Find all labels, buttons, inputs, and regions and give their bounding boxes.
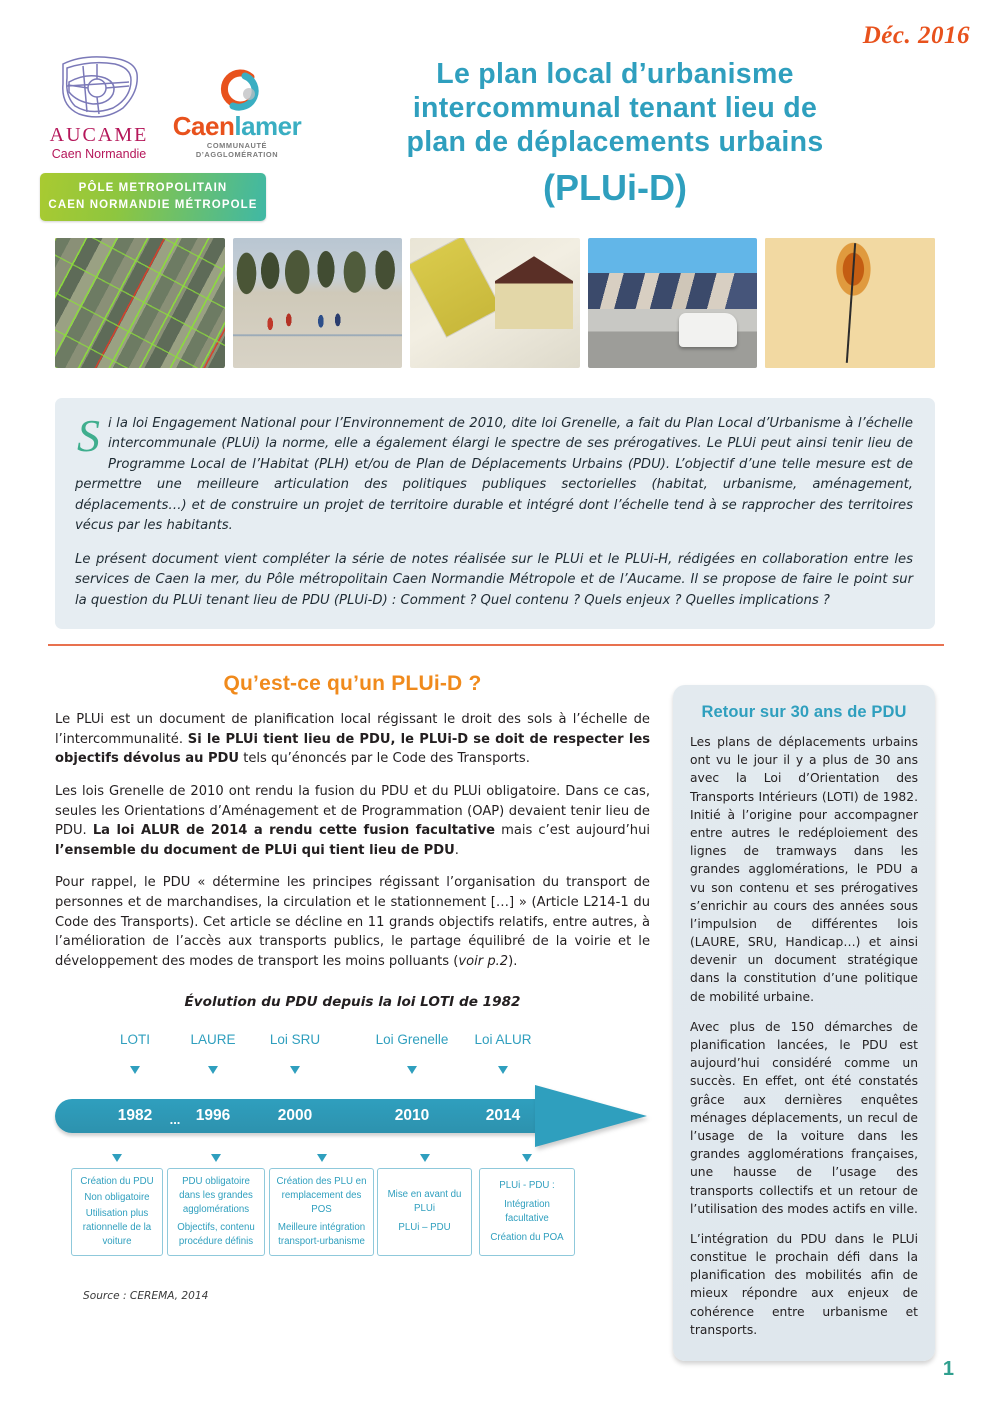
body-paragraph-2 xyxy=(55,782,650,861)
timeline-caret-icon xyxy=(522,1154,532,1162)
caen-c-icon xyxy=(213,66,261,112)
intro-paragraph-2: Le présent document vient compléter la série de notes réalisée sur le PLUi et le PLUi-H, rédigées en collaboration entre les services de Caen la mer, du Pôle métropolitain Caen Normandie Métropole et de l’Aucame. Il se propose de faire le point sur la question du PLUi tenant lieu de PDU (PLUi-D) : Comment ? Quel contenu ? Quels enjeux ? Quelles implications ? xyxy=(75,551,913,608)
pole-line-1: PÔLE METROPOLITAIN xyxy=(78,182,228,194)
timeline-box-line: Objectifs, contenu procédure définis xyxy=(177,1221,255,1247)
sidebar-paragraph-3: L’intégration du PDU dans le PLUi constitue le prochain défi dans la planification des mobilités afin de mieux répondre aux enjeux de cohérence entre urbanisme et transports. xyxy=(690,1231,918,1337)
title-line-3: plan de déplacements urbains xyxy=(406,125,824,158)
timeline-box-line: Non obligatoire xyxy=(84,1191,150,1203)
timeline-caret-icon xyxy=(112,1154,122,1162)
p3-text-b: voir p.2 xyxy=(458,954,509,970)
timeline-caret-icon xyxy=(208,1066,218,1074)
p1-text-b: Si le PLUi tient lieu de PDU, le PLUi-D se doit de respecter les objectifs dévolus au PDU xyxy=(55,731,650,767)
p2-text-c: mais c’est aujourd’hui xyxy=(495,823,651,839)
sidebar-title: Retour sur 30 ans de PDU xyxy=(701,703,907,721)
timeline-law-label: Loi ALUR xyxy=(474,1031,532,1047)
caen-wordmark xyxy=(172,113,302,139)
p3-text-a: Pour rappel, le PDU « détermine les principes régissant l’organisation du transport de personnes et de marchandises, la circulation et le stationnement […] » (Article L214-1 du Code des Transports). Cet article se décline en 11 grands objectifs relatifs, entre autres, à l’amélioration de l’accès aux transports publics, le partage équilibré de la voirie et le développement des modes de transport les moins polluants ( xyxy=(55,875,650,970)
aucame-mark-icon xyxy=(53,52,145,122)
timeline-law-label: LOTI xyxy=(119,1031,151,1047)
timeline-description-box xyxy=(71,1168,163,1256)
sidebar-paragraph-1: Les plans de déplacements urbains ont vu le jour il y a plus de 30 ans avec la Loi d’Orientation des Transports Intérieurs (LOTI) de 1982. Initié à l’origine pour accompagner entre autres le redéploiement des lignes de tramways dans les grandes agglomérations, le PDU a vu son contenu et ses prérogatives s’enrichir au cours des années sous l’impulsion de différentes lois (LAURE, SRU, Handicap…) et ainsi devenir un document stratégique dans la constitution d’une politique de mobilité urbaine. xyxy=(690,735,918,1004)
aucame-logo xyxy=(40,52,158,161)
timeline-description-boxes xyxy=(55,1168,650,1273)
logo-block xyxy=(40,52,310,221)
section-divider xyxy=(48,644,944,646)
model-house-plans-photo xyxy=(410,238,580,368)
timeline-box-line: Intégration facultative xyxy=(504,1198,550,1224)
timeline-caret-icon xyxy=(290,1066,300,1074)
timeline-box-line: Création du PDU xyxy=(80,1175,154,1187)
issue-date: Déc. 2016 xyxy=(862,22,970,49)
density-heatmap-photo xyxy=(765,238,935,368)
timeline-description-box xyxy=(269,1168,374,1256)
timeline-box-line: Meilleure intégration transport-urbanisme xyxy=(277,1221,366,1247)
p1-text-c: tels qu’énoncés par le Code des Transports. xyxy=(239,751,530,767)
timeline-box-line: Mise en avant du PLUi xyxy=(387,1189,462,1215)
aucame-subtitle: Caen Normandie xyxy=(51,147,147,161)
p2-text-d: l’ensemble du document de PLUi qui tient lieu de PDU xyxy=(55,842,455,858)
sidebar-paragraph-2: Avec plus de 150 démarches de planification lancées, le PDU est aujourd’hui considéré comme un succès. En effet, ont été constatés grâce aux dernières enquêtes ménages déplacements, un recul de l’usage de la voiture dans les grandes agglomérations françaises, une hausse de l’usage des transports collectifs et un retour de l’utilisation des modes actifs en ville. xyxy=(690,1019,918,1216)
p1-text-a: Le PLUi est un document de planification local régissant le droit des sols à l’échelle de l’intercommunalité. xyxy=(55,712,650,747)
timeline-law-labels xyxy=(55,1032,650,1054)
page-number: 1 xyxy=(942,1358,954,1380)
timeline-year: 2000 xyxy=(277,1106,313,1124)
intro-paragraph-1-text: i la loi Engagement National pour l’Environnement de 2010, dite loi Grenelle, a fait du Plan Local d’Urbanisme à l’échelle intercommunale (PLUi) la norme, elle a également élargi le spectre de ses prérogatives. Le PLUi peut ainsi tenir lieu de Programme Local de l’Habitat (PLH) et/ou de Plan de Déplacements Urbains (PDU). L’objectif d’une telle mesure est de permettre une meilleure articulation des politiques publiques sectorielles (habitat, urbanisme, aménagement, déplacements…) et de construire un projet de territoire durable et intégré dont l’échelle tend à se rapprocher des territoires vécus par les habitants. xyxy=(75,416,913,534)
p3-text-c: ). xyxy=(508,954,518,970)
intro-dropcap: S xyxy=(77,410,100,461)
timeline-caret-icon xyxy=(211,1154,221,1162)
cyclists-path-photo xyxy=(233,238,403,368)
figure-source: Source : CEREMA, 2014 xyxy=(83,1289,209,1302)
intro-box xyxy=(55,398,935,629)
timeline-box-line: PLUi – PDU xyxy=(398,1222,451,1234)
main-column xyxy=(55,672,650,1300)
timeline-year: 1982 xyxy=(117,1106,153,1124)
timeline-year: 1996 xyxy=(195,1106,231,1124)
section-title-quest-ce-quun-plui-d: Qu’est-ce qu’un PLUi-D ? xyxy=(223,672,482,695)
timeline-law-label: LAURE xyxy=(190,1031,236,1047)
title-line-4: (PLUi-D) xyxy=(543,166,687,208)
timeline-caret-icon xyxy=(317,1154,327,1162)
photo-strip xyxy=(55,238,935,368)
timeline-arrowhead-icon xyxy=(535,1085,647,1147)
timeline-caret-icon xyxy=(130,1066,140,1074)
caen-la-mer-logo xyxy=(172,66,302,161)
pole-line-2: CAEN NORMANDIE MÉTROPOLE xyxy=(48,198,258,211)
caen-word-part2: lamer xyxy=(234,111,302,141)
caen-word-part1: Caen xyxy=(172,111,235,141)
timeline-box-line: Création des PLU en remplacement des POS xyxy=(276,1175,367,1215)
timeline-description-box xyxy=(377,1168,472,1256)
timeline-caret-icon xyxy=(420,1154,430,1162)
timeline-caret-icon xyxy=(498,1066,508,1074)
p2-text-a: Les lois Grenelle de 2010 ont rendu la fusion du PDU et du PLUi obligatoire. Dans ce cas, seules les Orientations d’Aménagement et de Programmation (OAP) devaient tenir lieu de PDU. xyxy=(55,783,650,839)
aerial-cadastre-photo xyxy=(55,238,225,368)
timeline-arrow xyxy=(55,1088,650,1144)
timeline-box-line: PDU obligatoire dans les grandes agglomérations xyxy=(179,1175,253,1215)
timeline-year: 2010 xyxy=(394,1106,430,1124)
timeline-box-line: Utilisation plus rationnelle de la voiture xyxy=(82,1207,152,1247)
timeline-box-line: Création du POA xyxy=(490,1231,564,1243)
pdu-evolution-timeline xyxy=(55,1032,650,1300)
body-paragraph-1 xyxy=(55,710,650,769)
title-line-2: intercommunal tenant lieu de xyxy=(412,91,818,124)
p2-text-e: . xyxy=(454,842,459,858)
title-line-1: Le plan local d’urbanisme xyxy=(436,58,794,90)
timeline-box-line: PLUi - PDU : xyxy=(499,1179,555,1191)
new-housing-street-photo xyxy=(588,238,758,368)
p2-text-b: La loi ALUR de 2014 a rendu cette fusion facultative xyxy=(92,823,495,839)
sidebar-retour-30-ans-pdu xyxy=(673,685,935,1361)
body-paragraph-3 xyxy=(55,873,650,971)
timeline-description-box xyxy=(167,1168,265,1256)
timeline-law-label: Loi SRU xyxy=(269,1031,321,1047)
timeline-year: 2014 xyxy=(485,1106,521,1124)
pole-metropolitain-badge xyxy=(40,173,266,221)
aucame-name: AUCAME xyxy=(49,124,149,146)
page-title xyxy=(300,58,930,210)
timeline-law-label: Loi Grenelle xyxy=(375,1031,449,1047)
timeline-ellipsis: ... xyxy=(169,1111,181,1127)
figure-title: Évolution du PDU depuis la loi LOTI de 1982 xyxy=(184,993,521,1010)
caen-tagline: COMMUNAUTÉ D’AGGLOMÉRATION xyxy=(195,141,279,159)
timeline-description-box xyxy=(479,1168,575,1256)
intro-paragraph-1 xyxy=(75,410,913,537)
timeline-caret-icon xyxy=(407,1066,417,1074)
